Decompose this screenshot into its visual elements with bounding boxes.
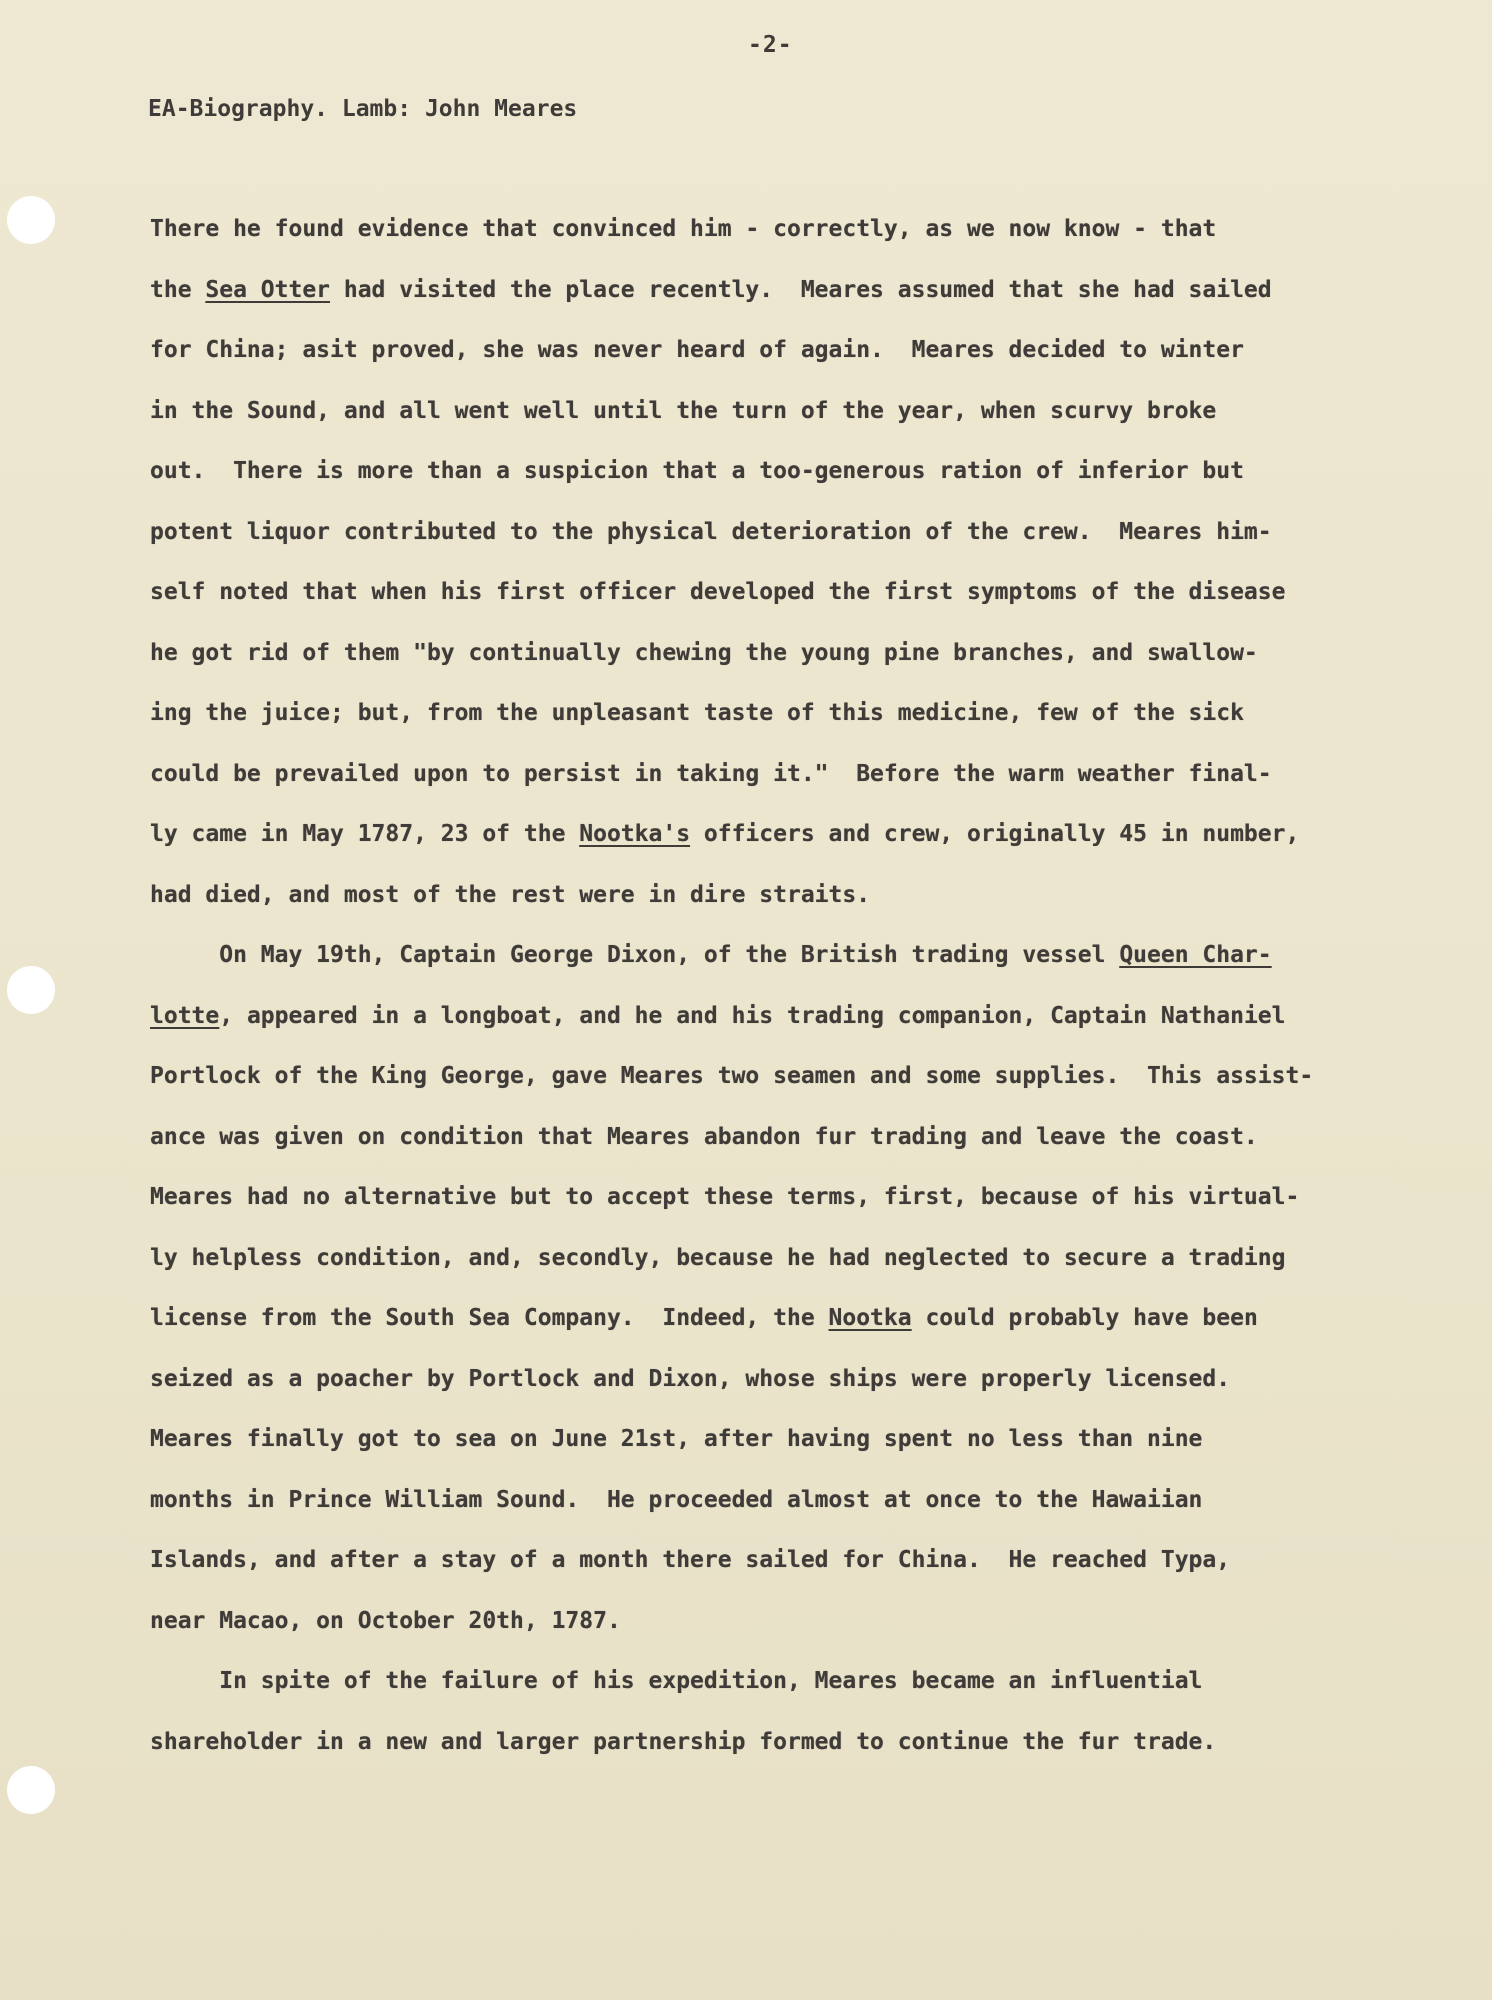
text-run: , appeared in a longboat, and he and his trading companion, Captain Nathaniel (219, 1002, 1286, 1029)
text-run: license from the South Sea Company. Indeed, the (150, 1305, 829, 1331)
text-run: ance was given on condition that Meares abandon fur trading and leave the coast. (150, 1123, 1258, 1150)
text-run: Meares had no alternative but to accept these terms, first, because of his virtual- (150, 1184, 1300, 1210)
text-line (150, 1668, 1202, 1694)
text-line (150, 1426, 1202, 1452)
text-line (150, 761, 1272, 787)
underlined-title: Sea Otter (205, 276, 331, 303)
text-run: for China; asit proved, she was never heard of again. Meares decided to winter (150, 337, 1244, 363)
underlined-title: lotte (150, 1002, 220, 1029)
text-run: There he found evidence that convinced him - correctly, as we now know - that (150, 216, 1217, 242)
text-line (150, 640, 1258, 666)
text-run: out. There is more than a suspicion that a too-generous ration of inferior but (150, 458, 1244, 484)
text-run: officers and crew, originally 45 in number, (690, 821, 1300, 847)
page-number: -2- (748, 32, 793, 58)
text-run: In spite of the failure of his expedition, Meares became an influential (150, 1668, 1203, 1694)
text-line (150, 277, 1272, 303)
text-line (150, 1487, 1202, 1513)
text-line (150, 1184, 1299, 1210)
underlined-title: Queen Char- (1119, 942, 1272, 968)
text-run: ing the juice; but, from the unpleasant taste of this medicine, few of the sick (150, 700, 1244, 726)
text-run: the (150, 276, 206, 303)
text-run: could be prevailed upon to persist in taking it." Before the warm weather final- (150, 760, 1272, 787)
text-run: could probably have been (911, 1305, 1258, 1331)
punch-hole (7, 966, 55, 1014)
text-run: in the Sound, and all went well until the turn of the year, when scurvy broke (150, 397, 1217, 424)
text-line (150, 821, 1299, 847)
text-run: Islands, and after a stay of a month there sailed for China. He reached Typa, (150, 1547, 1231, 1573)
text-run: near Macao, on October 20th, 1787. (150, 1607, 621, 1634)
text-run: ly helpless condition, and, secondly, because he had neglected to secure a trading (150, 1244, 1286, 1271)
text-line (150, 1608, 621, 1634)
text-run: self noted that when his first officer developed the first symptoms of the disease (150, 579, 1286, 605)
text-line (150, 1245, 1285, 1271)
text-line (150, 1063, 1313, 1089)
text-line (150, 1003, 1285, 1029)
text-line (150, 1547, 1230, 1573)
text-run: months in Prince William Sound. He proceeded almost at once to the Hawaiian (150, 1486, 1203, 1513)
text-line (150, 398, 1216, 424)
text-run: shareholder in a new and larger partnership formed to continue the fur trade. (150, 1728, 1217, 1755)
underlined-title: Nootka (828, 1305, 912, 1331)
document-header: EA-Biography. Lamb: John Meares (148, 96, 578, 122)
text-run: Portlock of the King George, gave Meares two seamen and some supplies. This assist- (150, 1063, 1314, 1089)
text-run: seized as a poacher by Portlock and Dixon, whose ships were properly licensed. (150, 1365, 1231, 1392)
underlined-title: Nootka's (579, 821, 691, 847)
text-line (150, 882, 870, 908)
text-run: Meares finally got to sea on June 21st, after having spent no less than nine (150, 1426, 1203, 1452)
text-line (150, 216, 1216, 242)
text-line (150, 519, 1272, 545)
text-line (150, 579, 1285, 605)
text-run: ly came in May 1787, 23 of the (150, 821, 580, 847)
text-line (150, 700, 1244, 726)
text-run: he got rid of them "by continually chewing the young pine branches, and swallow- (150, 639, 1258, 666)
text-line (150, 1366, 1230, 1392)
text-run: On May 19th, Captain George Dixon, of the British trading vessel (150, 942, 1120, 968)
text-line (150, 458, 1244, 484)
text-line (150, 1729, 1216, 1755)
punch-hole (7, 1766, 55, 1814)
text-run: had died, and most of the rest were in dire straits. (150, 881, 871, 908)
text-line (150, 337, 1244, 363)
text-line (150, 1305, 1258, 1331)
text-line (150, 942, 1272, 968)
punch-hole (7, 196, 55, 244)
text-line (150, 1124, 1258, 1150)
text-run: had visited the place recently. Meares assumed that she had sailed (330, 276, 1272, 303)
text-run: potent liquor contributed to the physical deterioration of the crew. Meares him- (150, 518, 1272, 545)
